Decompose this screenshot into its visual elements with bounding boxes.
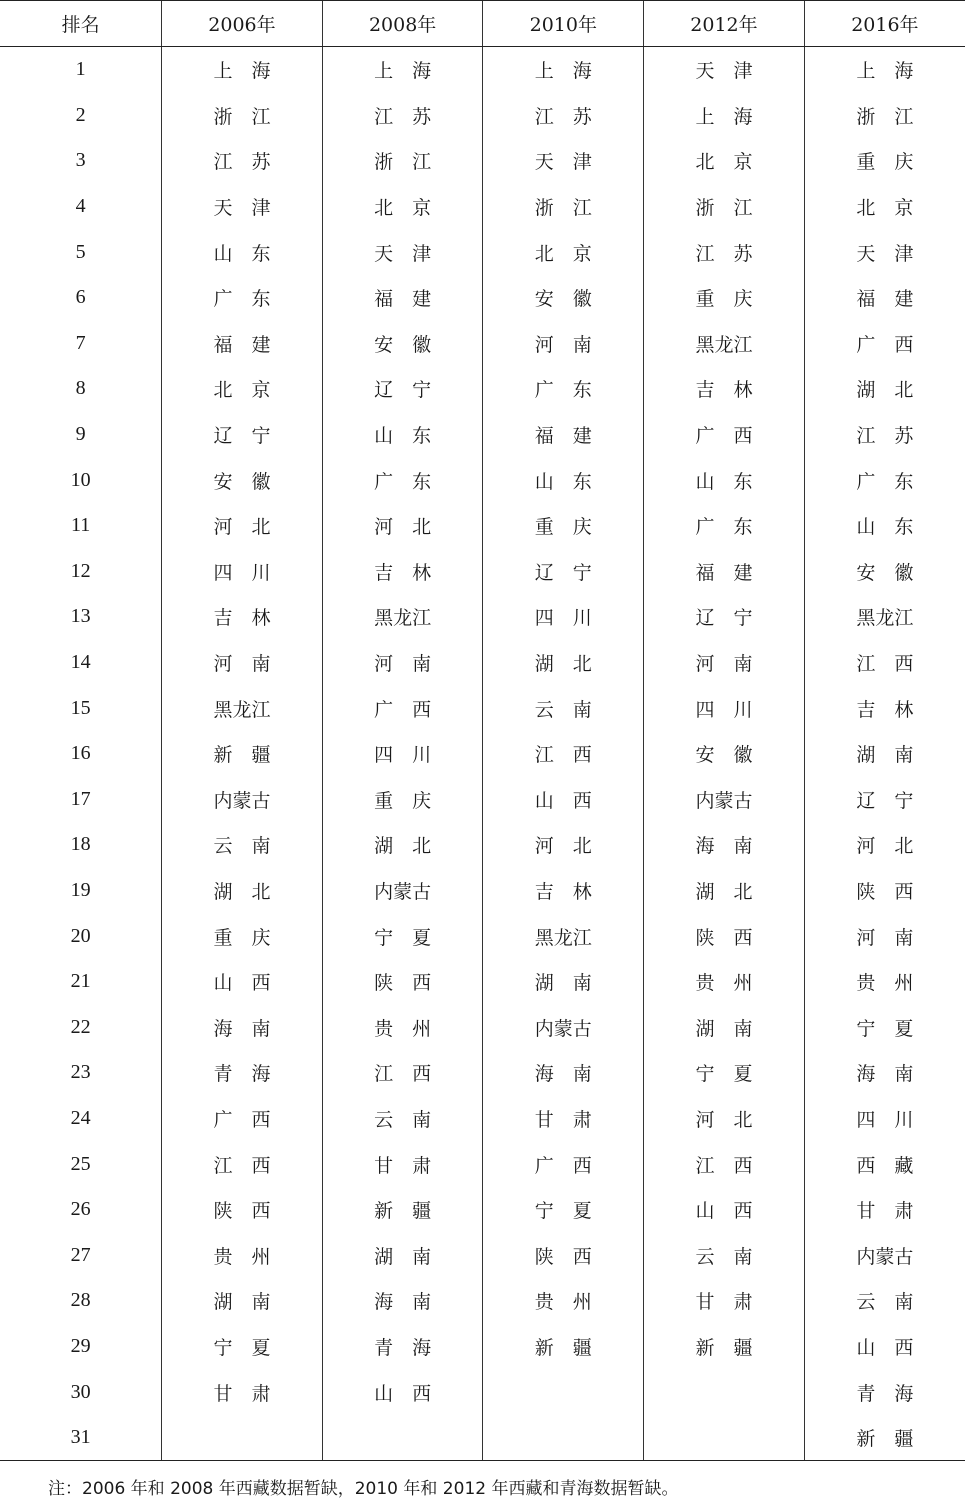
province-cell-2012: 山 西	[644, 1187, 805, 1233]
table-row	[0, 321, 965, 367]
rank-cell: 20	[70, 924, 91, 947]
province-cell-2012	[644, 1369, 805, 1415]
province-cell-2008: 广 西	[322, 685, 483, 731]
rank-cell: 5	[75, 240, 86, 263]
province-cell-2016: 湖 南	[804, 731, 965, 777]
table-row	[0, 731, 965, 777]
province-cell-2010: 辽 宁	[483, 549, 644, 595]
province-cell-2012: 黑龙江	[644, 321, 805, 367]
table-row	[0, 959, 965, 1005]
province-cell-2016: 云 南	[804, 1278, 965, 1324]
province-cell-2008: 上 海	[322, 47, 483, 93]
province-cell-2008: 辽 宁	[322, 366, 483, 412]
rank-cell: 16	[70, 742, 91, 765]
rank-cell: 26	[70, 1198, 91, 1221]
rank-cell: 17	[70, 787, 91, 810]
province-cell-2012: 湖 南	[644, 1004, 805, 1050]
province-cell-2006: 云 南	[162, 822, 323, 868]
province-cell-2012: 贵 州	[644, 959, 805, 1005]
table-row	[0, 366, 965, 412]
year-2010-header: 2010年	[483, 1, 644, 47]
province-cell-2006: 海 南	[162, 1004, 323, 1050]
rank-cell: 14	[70, 651, 91, 674]
province-cell-2012: 广 西	[644, 412, 805, 458]
province-cell-2008: 安 徽	[322, 321, 483, 367]
rank-column-header: 排名	[0, 1, 162, 47]
province-cell-2010: 海 南	[483, 1050, 644, 1096]
table-row	[0, 1096, 965, 1142]
table-row	[0, 138, 965, 184]
province-cell-2008: 重 庆	[322, 777, 483, 823]
province-cell-2006: 宁 夏	[162, 1324, 323, 1370]
province-cell-2006: 浙 江	[162, 93, 323, 139]
province-cell-2008: 湖 南	[322, 1232, 483, 1278]
province-cell-2008: 陕 西	[322, 959, 483, 1005]
province-cell-2006: 天 津	[162, 184, 323, 230]
table-row	[0, 457, 965, 503]
province-cell-2006: 广 东	[162, 275, 323, 321]
province-cell-2008: 江 苏	[322, 93, 483, 139]
province-cell-2010: 新 疆	[483, 1324, 644, 1370]
province-cell-2006: 上 海	[162, 47, 323, 93]
rank-cell: 24	[70, 1106, 91, 1129]
province-cell-2010: 吉 林	[483, 868, 644, 914]
table-row	[0, 1415, 965, 1461]
table-row	[0, 1050, 965, 1096]
province-cell-2012: 宁 夏	[644, 1050, 805, 1096]
province-cell-2010: 北 京	[483, 229, 644, 275]
table-body	[0, 47, 965, 1461]
province-cell-2006: 山 东	[162, 229, 323, 275]
province-cell-2010	[483, 1369, 644, 1415]
province-cell-2006: 河 北	[162, 503, 323, 549]
province-cell-2016: 浙 江	[804, 93, 965, 139]
province-cell-2016: 四 川	[804, 1096, 965, 1142]
year-2012-header: 2012年	[644, 1, 805, 47]
province-cell-2010: 安 徽	[483, 275, 644, 321]
province-cell-2012: 山 东	[644, 457, 805, 503]
province-cell-2010	[483, 1415, 644, 1461]
province-cell-2010: 陕 西	[483, 1232, 644, 1278]
province-cell-2012: 湖 北	[644, 868, 805, 914]
rank-cell: 2	[75, 103, 86, 126]
province-cell-2008: 湖 北	[322, 822, 483, 868]
province-cell-2012: 四 川	[644, 685, 805, 731]
province-cell-2010: 重 庆	[483, 503, 644, 549]
table-row	[0, 868, 965, 914]
rank-cell: 4	[75, 195, 86, 218]
province-cell-2010: 上 海	[483, 47, 644, 93]
province-cell-2008: 河 北	[322, 503, 483, 549]
province-cell-2008: 山 西	[322, 1369, 483, 1415]
province-cell-2016: 贵 州	[804, 959, 965, 1005]
province-cell-2016: 北 京	[804, 184, 965, 230]
province-cell-2016: 新 疆	[804, 1415, 965, 1461]
province-cell-2016: 江 苏	[804, 412, 965, 458]
table-row	[0, 1004, 965, 1050]
province-cell-2012: 福 建	[644, 549, 805, 595]
province-cell-2016: 河 北	[804, 822, 965, 868]
province-cell-2010: 四 川	[483, 594, 644, 640]
province-cell-2012: 河 北	[644, 1096, 805, 1142]
province-cell-2010: 浙 江	[483, 184, 644, 230]
province-cell-2006: 湖 北	[162, 868, 323, 914]
rank-cell: 18	[70, 833, 91, 856]
province-cell-2006: 重 庆	[162, 913, 323, 959]
province-cell-2008: 贵 州	[322, 1004, 483, 1050]
year-2006-header: 2006年	[162, 1, 323, 47]
province-cell-2006: 山 西	[162, 959, 323, 1005]
table-row	[0, 1324, 965, 1370]
province-cell-2010: 山 东	[483, 457, 644, 503]
province-cell-2016: 西 藏	[804, 1141, 965, 1187]
province-cell-2010: 黑龙江	[483, 913, 644, 959]
province-cell-2006: 安 徽	[162, 457, 323, 503]
province-cell-2012: 辽 宁	[644, 594, 805, 640]
province-cell-2012	[644, 1415, 805, 1461]
province-cell-2008: 四 川	[322, 731, 483, 777]
table-row	[0, 184, 965, 230]
province-cell-2012: 江 西	[644, 1141, 805, 1187]
rank-cell: 28	[70, 1289, 91, 1312]
province-cell-2008: 山 东	[322, 412, 483, 458]
province-cell-2016: 广 西	[804, 321, 965, 367]
rank-cell: 27	[70, 1243, 91, 1266]
rank-cell: 15	[70, 696, 91, 719]
province-cell-2016: 宁 夏	[804, 1004, 965, 1050]
province-cell-2012: 内蒙古	[644, 777, 805, 823]
table-row	[0, 777, 965, 823]
rank-cell: 31	[0, 1415, 162, 1461]
table-row	[0, 229, 965, 275]
province-cell-2006	[162, 1415, 323, 1461]
province-cell-2016: 辽 宁	[804, 777, 965, 823]
province-cell-2010: 贵 州	[483, 1278, 644, 1324]
province-cell-2012: 江 苏	[644, 229, 805, 275]
province-cell-2006: 广 西	[162, 1096, 323, 1142]
province-cell-2008: 江 西	[322, 1050, 483, 1096]
province-cell-2012: 云 南	[644, 1232, 805, 1278]
table-row	[0, 1278, 965, 1324]
rank-cell: 6	[75, 286, 86, 309]
province-cell-2006: 辽 宁	[162, 412, 323, 458]
province-cell-2010: 福 建	[483, 412, 644, 458]
rank-cell: 10	[70, 468, 91, 491]
province-cell-2012: 重 庆	[644, 275, 805, 321]
province-cell-2010: 甘 肃	[483, 1096, 644, 1142]
rank-cell: 21	[70, 970, 91, 993]
province-cell-2006: 黑龙江	[162, 685, 323, 731]
province-cell-2012: 广 东	[644, 503, 805, 549]
province-cell-2012: 安 徽	[644, 731, 805, 777]
province-cell-2016: 重 庆	[804, 138, 965, 184]
province-cell-2010: 河 北	[483, 822, 644, 868]
province-cell-2008: 黑龙江	[322, 594, 483, 640]
province-cell-2012: 海 南	[644, 822, 805, 868]
province-cell-2016: 天 津	[804, 229, 965, 275]
table-row	[0, 1141, 965, 1187]
province-cell-2006: 北 京	[162, 366, 323, 412]
province-cell-2016: 山 东	[804, 503, 965, 549]
province-cell-2016: 吉 林	[804, 685, 965, 731]
table-row	[0, 913, 965, 959]
rank-cell: 19	[70, 878, 91, 901]
province-cell-2008: 青 海	[322, 1324, 483, 1370]
province-cell-2008: 福 建	[322, 275, 483, 321]
table-row	[0, 47, 965, 93]
province-cell-2010: 内蒙古	[483, 1004, 644, 1050]
province-cell-2016: 山 西	[804, 1324, 965, 1370]
province-cell-2006: 四 川	[162, 549, 323, 595]
province-cell-2012: 北 京	[644, 138, 805, 184]
province-cell-2008: 吉 林	[322, 549, 483, 595]
province-cell-2006: 江 西	[162, 1141, 323, 1187]
province-cell-2006: 江 苏	[162, 138, 323, 184]
table-header-row	[0, 1, 965, 47]
province-cell-2010: 云 南	[483, 685, 644, 731]
table-row	[0, 640, 965, 686]
province-cell-2016: 黑龙江	[804, 594, 965, 640]
rank-cell: 25	[70, 1152, 91, 1175]
province-cell-2008: 海 南	[322, 1278, 483, 1324]
province-cell-2012: 浙 江	[644, 184, 805, 230]
province-cell-2006: 湖 南	[162, 1278, 323, 1324]
province-cell-2008: 天 津	[322, 229, 483, 275]
table-row	[0, 1369, 965, 1415]
province-cell-2010: 宁 夏	[483, 1187, 644, 1233]
rank-cell: 13	[70, 605, 91, 628]
province-cell-2016: 内蒙古	[804, 1232, 965, 1278]
province-cell-2016: 安 徽	[804, 549, 965, 595]
province-cell-2016: 广 东	[804, 457, 965, 503]
province-cell-2010: 山 西	[483, 777, 644, 823]
province-cell-2016: 江 西	[804, 640, 965, 686]
rank-cell: 12	[70, 559, 91, 582]
province-cell-2006: 内蒙古	[162, 777, 323, 823]
province-cell-2008: 宁 夏	[322, 913, 483, 959]
province-cell-2012: 上 海	[644, 93, 805, 139]
province-cell-2010: 广 西	[483, 1141, 644, 1187]
province-cell-2008	[322, 1415, 483, 1461]
rank-cell: 8	[75, 377, 86, 400]
province-cell-2006: 陕 西	[162, 1187, 323, 1233]
province-cell-2010: 广 东	[483, 366, 644, 412]
province-cell-2008: 云 南	[322, 1096, 483, 1142]
province-cell-2010: 湖 北	[483, 640, 644, 686]
rank-cell: 22	[70, 1015, 91, 1038]
rank-cell: 30	[70, 1380, 91, 1403]
province-cell-2012: 天 津	[644, 47, 805, 93]
province-cell-2006: 甘 肃	[162, 1369, 323, 1415]
province-cell-2016: 海 南	[804, 1050, 965, 1096]
province-cell-2008: 广 东	[322, 457, 483, 503]
province-cell-2016: 陕 西	[804, 868, 965, 914]
province-cell-2016: 上 海	[804, 47, 965, 93]
province-cell-2016: 青 海	[804, 1369, 965, 1415]
province-cell-2012: 陕 西	[644, 913, 805, 959]
table-row	[0, 594, 965, 640]
table-footnote: 注：2006 年和 2008 年西藏数据暂缺，2010 年和 2012 年西藏和青海数据暂缺。	[48, 1479, 679, 1499]
province-cell-2016: 福 建	[804, 275, 965, 321]
rank-cell: 29	[70, 1334, 91, 1357]
rank-cell: 23	[70, 1061, 91, 1084]
province-cell-2010: 江 苏	[483, 93, 644, 139]
rank-cell: 1	[75, 58, 86, 81]
province-cell-2008: 内蒙古	[322, 868, 483, 914]
province-cell-2006: 青 海	[162, 1050, 323, 1096]
table-row	[0, 685, 965, 731]
province-cell-2008: 河 南	[322, 640, 483, 686]
province-cell-2016: 甘 肃	[804, 1187, 965, 1233]
province-cell-2008: 浙 江	[322, 138, 483, 184]
province-cell-2012: 甘 肃	[644, 1278, 805, 1324]
rank-cell: 9	[75, 423, 86, 446]
year-2016-header: 2016年	[804, 1, 965, 47]
table-row	[0, 275, 965, 321]
province-cell-2006: 福 建	[162, 321, 323, 367]
table-row	[0, 503, 965, 549]
province-cell-2012: 河 南	[644, 640, 805, 686]
table-row	[0, 412, 965, 458]
rank-cell: 7	[75, 331, 86, 354]
table-row	[0, 93, 965, 139]
province-cell-2010: 湖 南	[483, 959, 644, 1005]
province-cell-2006: 吉 林	[162, 594, 323, 640]
rank-cell: 11	[70, 514, 91, 537]
province-cell-2006: 河 南	[162, 640, 323, 686]
province-cell-2016: 湖 北	[804, 366, 965, 412]
province-cell-2008: 北 京	[322, 184, 483, 230]
province-cell-2016: 河 南	[804, 913, 965, 959]
province-cell-2012: 新 疆	[644, 1324, 805, 1370]
province-cell-2008: 甘 肃	[322, 1141, 483, 1187]
table-row	[0, 822, 965, 868]
province-cell-2008: 新 疆	[322, 1187, 483, 1233]
table-row	[0, 1187, 965, 1233]
table-row	[0, 1232, 965, 1278]
table-row	[0, 549, 965, 595]
province-cell-2010: 天 津	[483, 138, 644, 184]
province-cell-2012: 吉 林	[644, 366, 805, 412]
rank-cell: 3	[75, 149, 86, 172]
province-cell-2006: 新 疆	[162, 731, 323, 777]
province-cell-2010: 江 西	[483, 731, 644, 777]
province-cell-2006: 贵 州	[162, 1232, 323, 1278]
year-2008-header: 2008年	[322, 1, 483, 47]
province-cell-2010: 河 南	[483, 321, 644, 367]
